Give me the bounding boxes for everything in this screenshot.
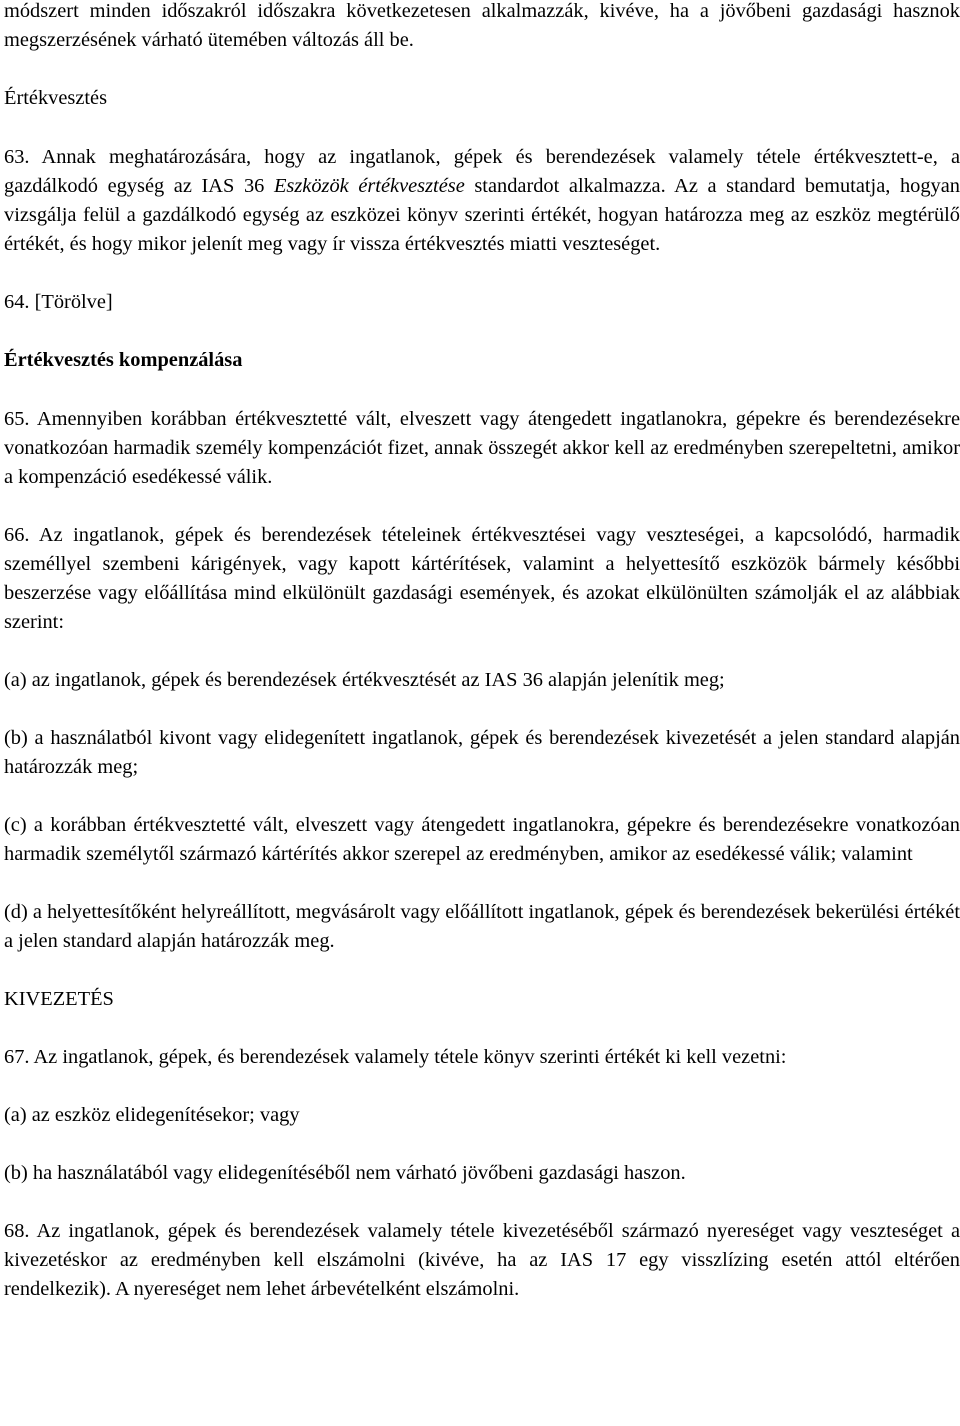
paragraph-66: 66. Az ingatlanok, gépek és berendezések tételeinek értékvesztései vagy veszteségei, a kapcsolódó, harmadik személlyel szembeni kárigények, vagy kapott kártérítések, valamint a helyettesítő eszközök bármely későbbi beszerzése vagy előállítása mind elkülönült gazdasági események, és azokat elkülönülten számolják el az alábbiak szerint: <box>4 524 960 633</box>
list-item-67b: (b) ha használatából vagy elidegenítéséből nem várható jövőbeni gazdasági haszon. <box>4 1162 686 1184</box>
list-item-67a: (a) az eszköz elidegenítésekor; vagy <box>4 1104 300 1126</box>
list-item-66b: (b) a használatból kivont vagy elidegenített ingatlanok, gépek és berendezések kivezetését a jelen standard alapján határozzák meg; <box>4 727 960 778</box>
paragraph-63 <box>4 143 960 259</box>
paragraph-65: 65. Amennyiben korábban értékvesztetté vált, elveszett vagy átengedett ingatlanokra, gépekre és berendezésekre vonatkozóan harmadik személy kompenzációt fizet, annak összegét akkor kell az eredményben szerepeltetni, amikor a kompenzáció esedékessé válik. <box>4 408 960 488</box>
paragraph-64: 64. [Törölve] <box>4 291 113 313</box>
heading-impairment: Értékvesztés <box>4 87 108 109</box>
list-item-66d: (d) a helyettesítőként helyreállított, megvásárolt vagy előállított ingatlanok, gépek és berendezések bekerülési értékét a jelen standard alapján határozzák meg. <box>4 901 960 952</box>
list-item-66a: (a) az ingatlanok, gépek és berendezések értékvesztését az IAS 36 alapján jelenítik meg; <box>4 669 725 691</box>
paragraph-67: 67. Az ingatlanok, gépek, és berendezések valamely tétele könyv szerinti értékét ki kell vezetni: <box>4 1046 787 1068</box>
paragraph-63-text-1: 63. Annak meghatározására, hogy az ingatlanok, gépek és berendezések valamely tétele értékvesztett-e, a gazdálkodó egység az IAS 36 <box>4 146 960 197</box>
paragraph-intro: módszert minden időszakról időszakra következetesen alkalmazzák, kivéve, ha a jövőbeni gazdasági hasznok megszerzésének várható ütemében változás áll be. <box>4 0 960 51</box>
heading-compensation: Értékvesztés kompenzálása <box>4 349 243 371</box>
paragraph-63-text-2: standardot alkalmazza. Az a standard bemutatja, hogyan vizsgálja felül a gazdálkodó egység az eszközei könyv szerinti értékét, hogyan határozza meg az eszköz megtérülő értékét, és hogy mikor jelenít meg vagy ír vissza értékvesztés miatti veszteséget. <box>4 175 960 255</box>
document-page <box>4 0 960 1304</box>
standard-title-italic: Eszközök értékvesztése <box>273 175 465 197</box>
heading-derecognition: KIVEZETÉS <box>4 988 114 1010</box>
list-item-66c: (c) a korábban értékvesztetté vált, elveszett vagy átengedett ingatlanokra, gépekre és berendezésekre vonatkozóan harmadik személytől származó kártérítés akkor szerepel az eredményben, amikor az esedékessé válik; valamint <box>4 814 960 865</box>
paragraph-68: 68. Az ingatlanok, gépek és berendezések valamely tétele kivezetéséből származó nyereséget vagy veszteséget a kivezetéskor az eredményben kell elszámolni (kivéve, ha az IAS 17 egy visszlízing esetén attól eltérően rendelkezik). A nyereséget nem lehet árbevételként elszámolni. <box>4 1220 960 1300</box>
